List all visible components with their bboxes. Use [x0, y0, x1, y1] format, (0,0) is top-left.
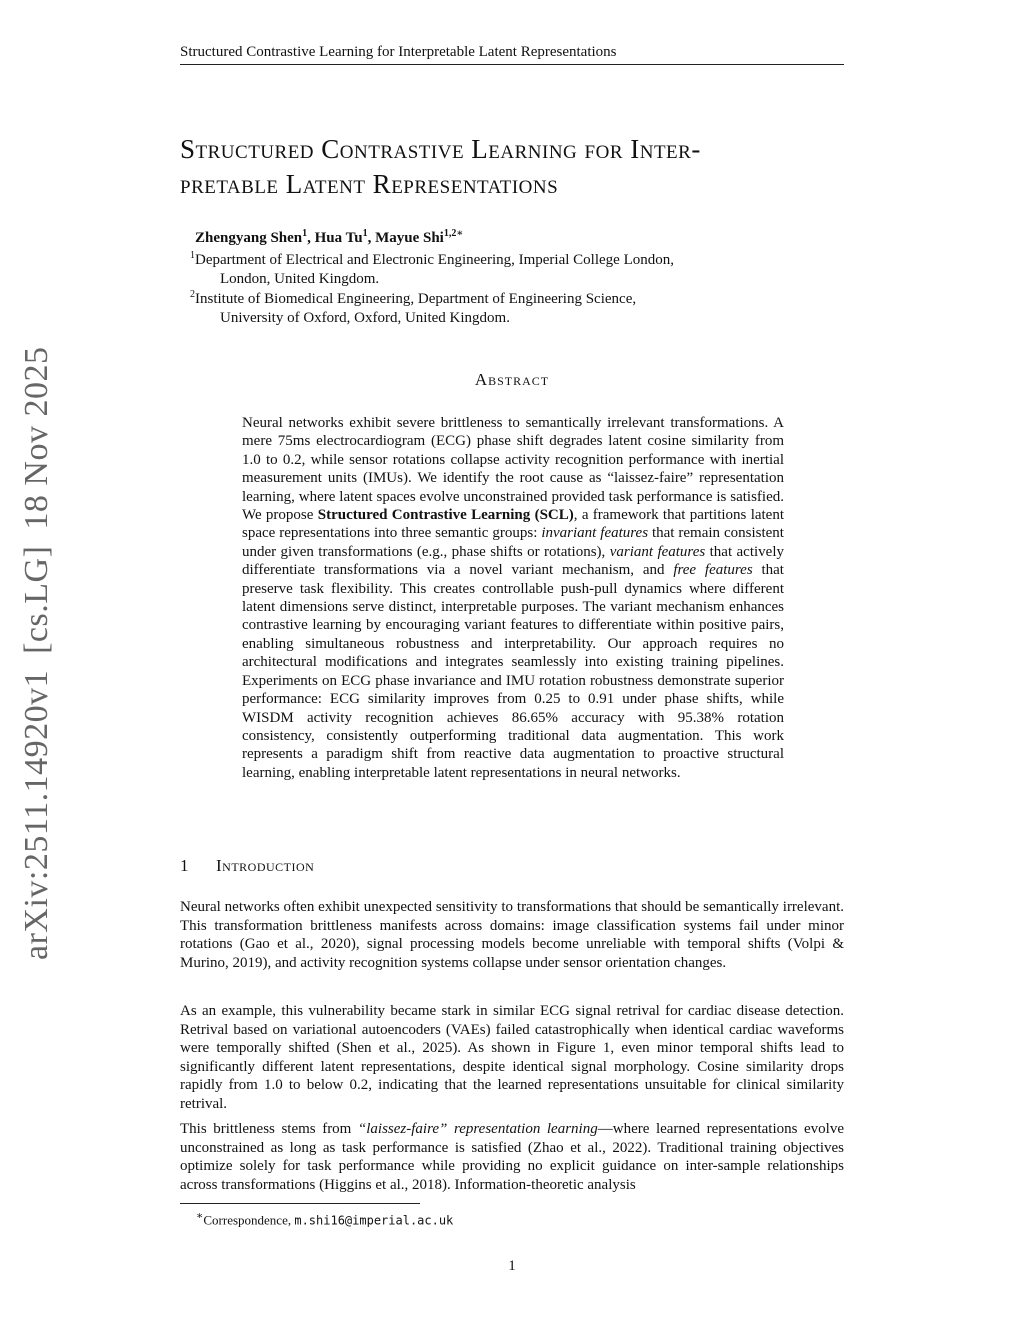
- arxiv-category: [cs.LG]: [18, 545, 55, 654]
- abstract-method-name: Structured Contrastive Learning (SCL): [317, 507, 574, 524]
- abstract-text: that actively differentiate transformations via a novel variant mechanism, and: [242, 543, 785, 579]
- abstract-text: Neural networks exhibit severe brittleness to semantically irrelevant transformations. A mere 75ms electrocardiogram (ECG) phase shift degrades latent cosine similarity from 1.0 to 0.2, while sensor rotations collapse activity recognition performance with inertial measurement units (IMUs). We identify the root cause as “laissez-faire” representation learning, where latent spaces evolve unconstrained provided task performance is satisfied. We propose: [242, 415, 784, 524]
- arxiv-id[interactable]: arXiv:2511.14920v1: [18, 669, 55, 960]
- author-list: Zhengyang Shen$^1$, Hua Tu$^1$, Mayue Shi$^{1,2∗}$: [195, 228, 464, 246]
- affiliation-2: [190, 285, 830, 328]
- abstract-term-variant: variant features: [609, 543, 706, 560]
- author-affil-mark: 1: [302, 228, 308, 239]
- section-number: 1: [180, 856, 189, 875]
- affiliation-line: London, United Kingdom.: [220, 271, 380, 287]
- intro-text: —where learned representations evolve unconstrained as long as task performance is satisfied (Zhao et al., 2022). Traditional training objectives optimize solely for task performance while providing no explicit guidance on inter-sample relationships across transformations (Higgins et al., 2018). Information-theoretic analysis: [180, 1121, 844, 1193]
- affiliation-mark: 1: [190, 250, 195, 261]
- footnote-rule: [180, 1203, 420, 1204]
- abstract-heading: Abstract: [474, 370, 550, 389]
- abstract-term-free: free features: [673, 562, 753, 579]
- footnote-mark: ∗: [196, 1210, 204, 1222]
- abstract-text: , a framework that partitions latent space representations into three semantic groups:: [242, 507, 785, 542]
- author-name: Mayue Shi: [375, 230, 444, 246]
- author-name: Zhengyang Shen: [195, 230, 303, 246]
- running-head: Structured Contrastive Learning for Interpretable Latent Representations: [180, 44, 844, 65]
- footnote-label: Correspondence,: [203, 1212, 295, 1228]
- intro-paragraph-1: Neural networks often exhibit unexpected sensitivity to transformations that should be semantically irrelevant. This transformation brittleness manifests across domains: image classification systems fail under minor rotations (Gao et al., 2020), signal processing models become unreliable with temporal shifts (Volpi & Murino, 2019), and activity recognition systems collapse under sensor orientation changes.: [180, 899, 844, 971]
- footnote: [196, 1209, 453, 1228]
- intro-paragraph-2: As an example, this vulnerability became stark in similar ECG signal retrival for cardiac disease detection. Retrival based on variational autoencoders (VAEs) failed catastrophically when identical cardiac waveforms were temporally shifted (Shen et al., 2025). As shown in Figure 1, even minor temporal shifts lead to significantly different latent representations, despite identical signal morphology. Cosine similarity drops rapidly from 1.0 to below 0.2, indicating that the learned representations unsuitable for clinical similarity retrival.: [180, 1003, 844, 1112]
- arxiv-side-stamp: [18, 331, 56, 960]
- intro-text: This brittleness stems from: [180, 1121, 358, 1137]
- affiliation-mark: 2: [190, 289, 195, 300]
- title-line-2: pretable Latent Representations: [180, 169, 559, 199]
- affiliation-line: Institute of Biomedical Engineering, Department of Engineering Science,: [195, 291, 637, 307]
- page-number: 1: [508, 1258, 516, 1274]
- abstract-term-invariant: invariant features: [541, 525, 649, 542]
- footnote-email-link[interactable]: m.shi16@imperial.ac.uk: [294, 1213, 454, 1228]
- section-title: Introduction: [216, 856, 315, 875]
- affiliation-line: Department of Electrical and Electronic Engineering, Imperial College London,: [195, 252, 674, 268]
- abstract-text: that preserve task flexibility. This creates controllable push-pull dynamics where different latent dimensions serve distinct, interpretable purposes. The variant mechanism enhances contrastive learning by encouraging variant features to differentiate within positive pairs, enabling simultaneous robustness and interpretability. Our approach requires no architectural modifications and integrates seamlessly into existing training pipelines. Experiments on ECG phase invariance and IMU rotation robustness demonstrate superior performance: ECG similarity improves from 0.25 to 0.91 under phase shifts, while WISDM activity recognition achieves 86.65% accuracy with 95.38% rotation consistency, consistently outperforming traditional data augmentation. This work represents a paradigm shift from reactive data augmentation to proactive structural learning, enabling interpretable latent representations in neural networks.: [242, 562, 784, 781]
- intro-emphasis: “laissez-faire” representation learning: [357, 1121, 598, 1137]
- arxiv-date: 18 Nov 2025: [18, 346, 55, 530]
- author-affil-mark: 1,2∗: [443, 228, 464, 239]
- author-name: Hua Tu: [314, 230, 363, 246]
- affiliation-1: [190, 246, 830, 289]
- intro-paragraph-3: [180, 1120, 844, 1194]
- title-line-1: Structured Contrastive Learning for Inter-: [180, 134, 701, 164]
- abstract-body: [242, 414, 784, 782]
- abstract-text: that remain consistent under given transformations (e.g., phase shifts or rotations),: [242, 525, 784, 560]
- paper-title: [180, 132, 860, 202]
- affiliation-line: University of Oxford, Oxford, United Kingdom.: [220, 310, 510, 326]
- section-heading-introduction: [180, 856, 314, 876]
- author-affil-mark: 1: [362, 228, 368, 239]
